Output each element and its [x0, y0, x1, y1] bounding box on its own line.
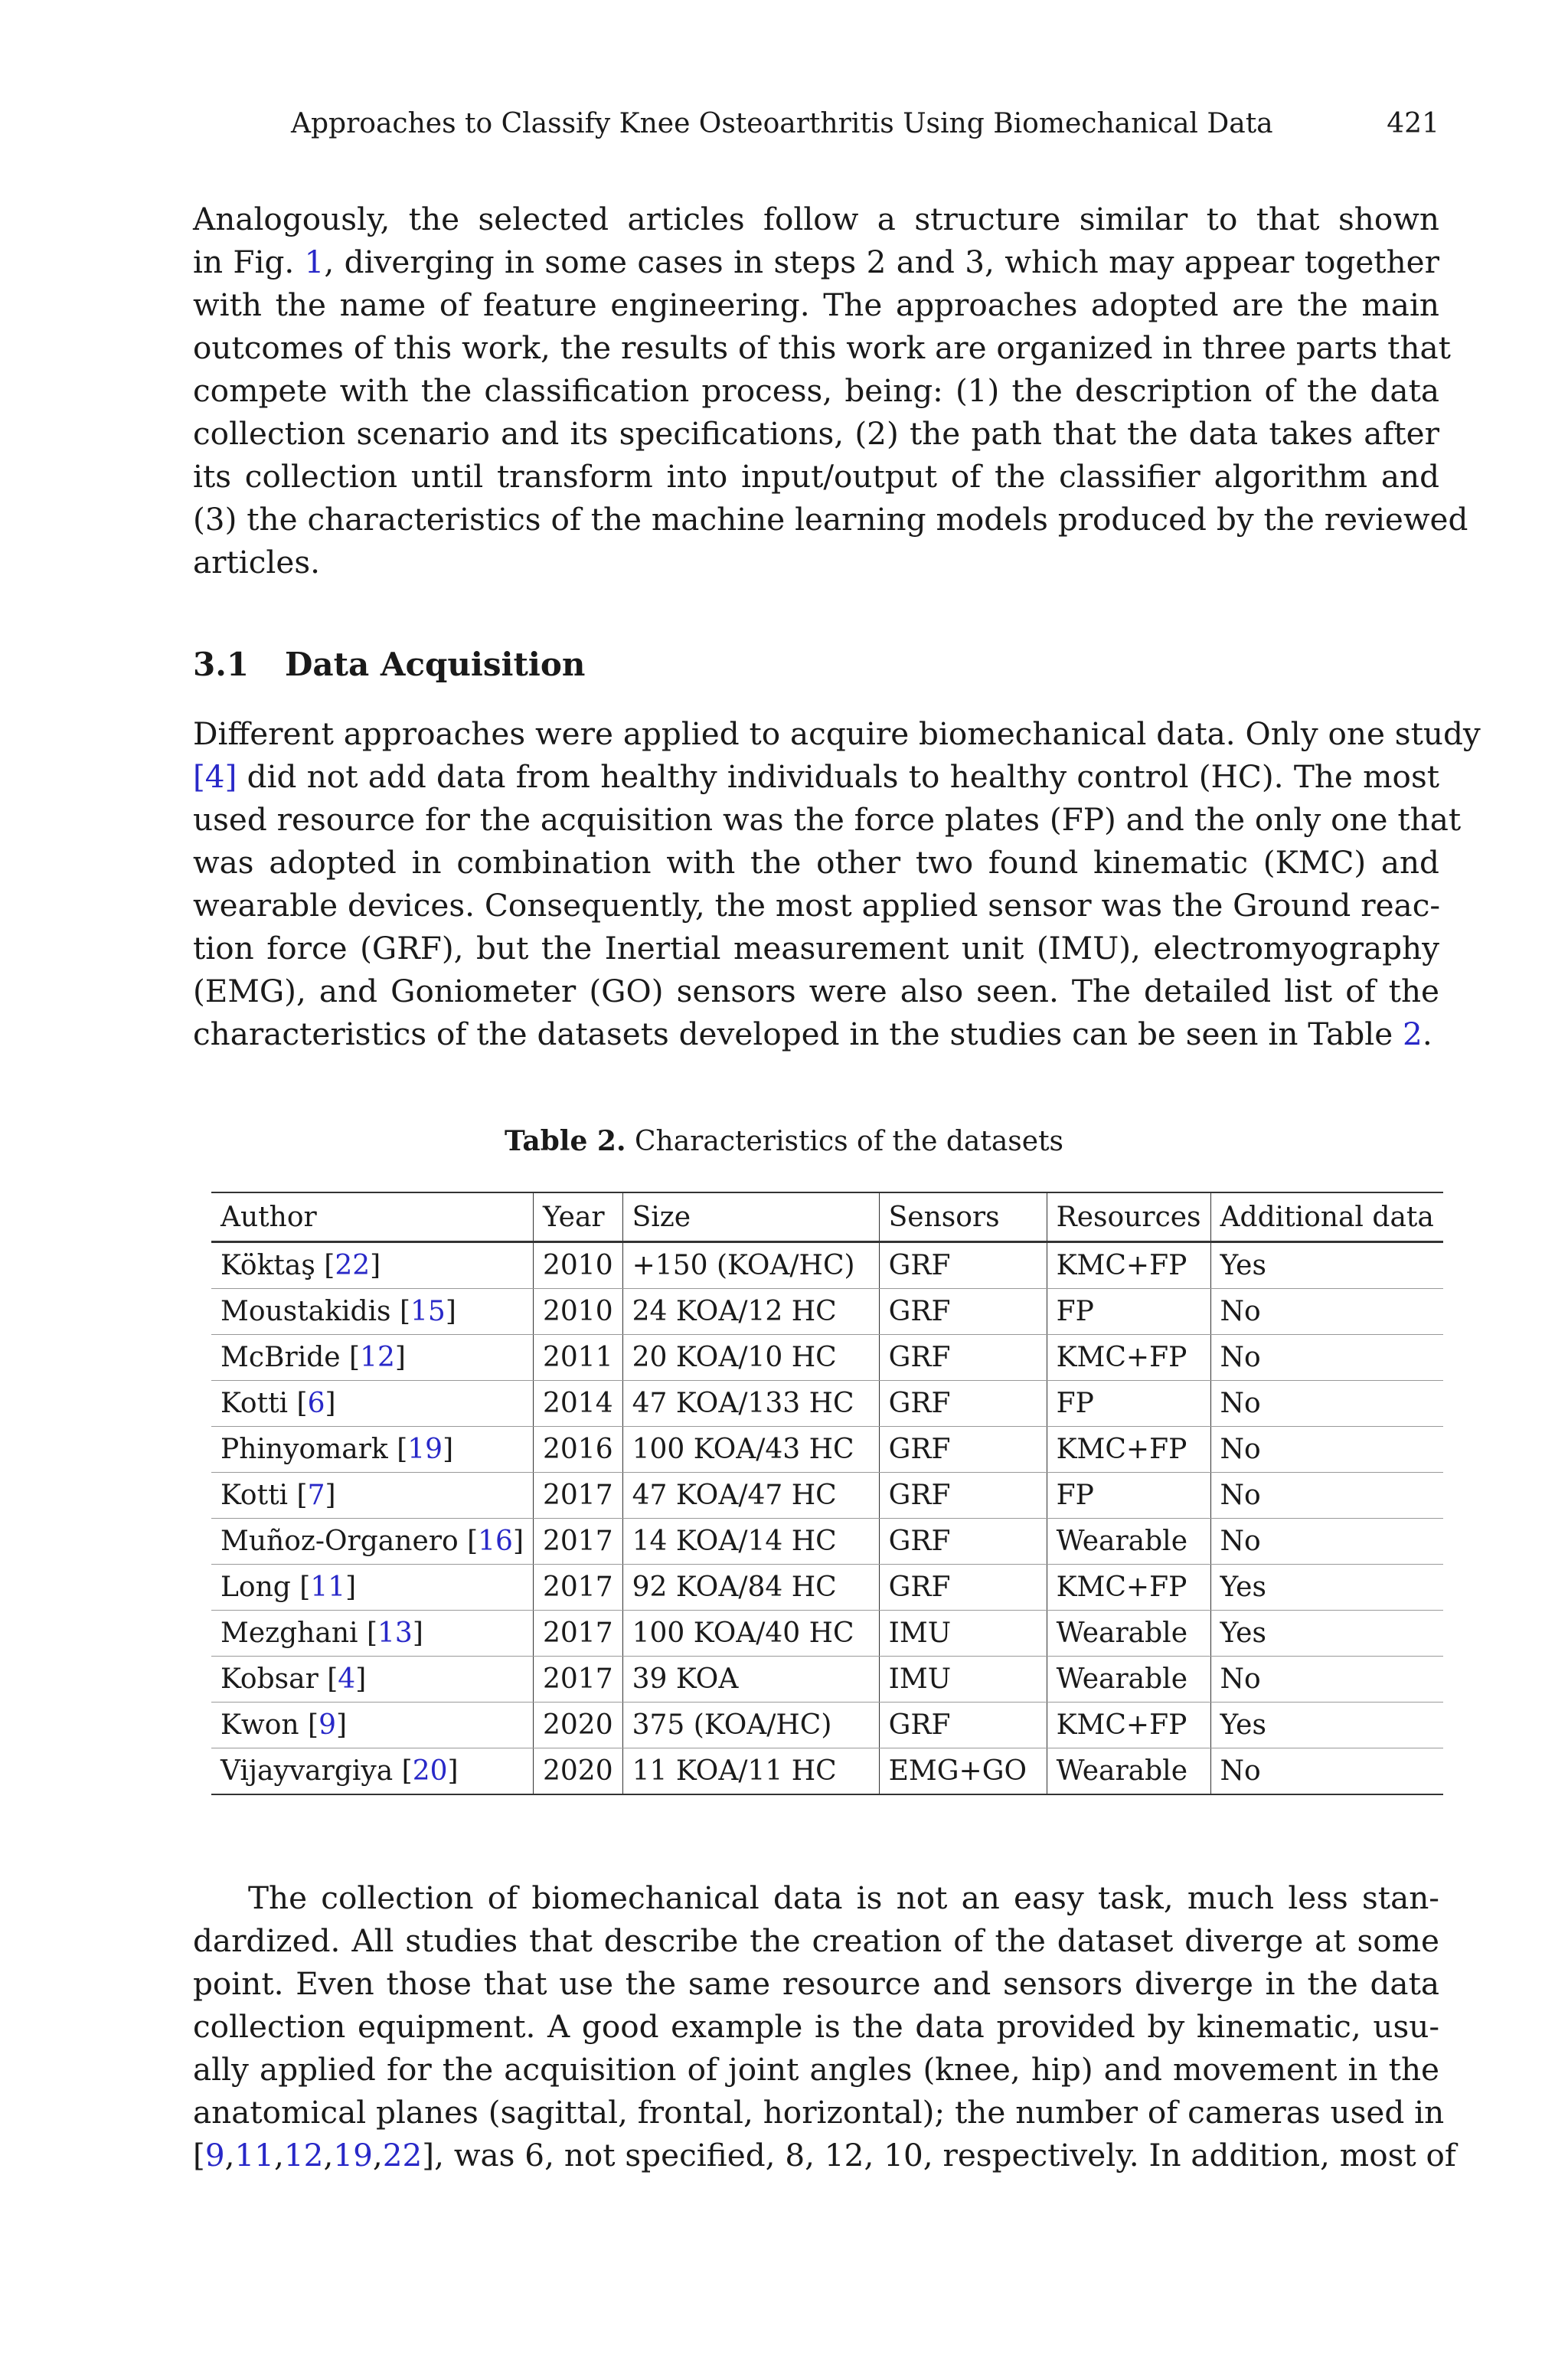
text-run: ally applied for the acquisition of joint angles (knee, hip) and movement in the: [193, 2051, 1439, 2088]
cell-resources: KMC+FP: [1047, 1565, 1210, 1611]
text-run: collection equipment. A good example is the data provided by kinematic, usu-: [193, 2008, 1439, 2045]
cell-sensors: GRF: [879, 1427, 1047, 1473]
citation-link[interactable]: 22: [382, 2137, 423, 2174]
table-row: [211, 1657, 1443, 1703]
text-line: [193, 927, 1439, 970]
text-run: tion force (GRF), but the Inertial measurement unit (IMU), electromyography: [193, 930, 1439, 967]
text-line: [193, 712, 1481, 755]
citation-link[interactable]: 19: [333, 2137, 373, 2174]
text-run: did not add data from healthy individuals to healthy control (HC). The most: [237, 758, 1439, 795]
text-line: [193, 1012, 1439, 1055]
cell-additional: No: [1210, 1335, 1443, 1381]
running-title: Approaches to Classify Knee Osteoarthritis Using Biomechanical Data: [291, 108, 1273, 139]
author-name: Vijayvargiya: [220, 1755, 394, 1787]
cell-resources: FP: [1047, 1289, 1210, 1335]
cell-year: 2017: [534, 1519, 623, 1565]
text-run: ,: [372, 2137, 383, 2174]
cell-sensors: GRF: [879, 1519, 1047, 1565]
table-row: [211, 1427, 1443, 1473]
column-header-year: Year: [534, 1192, 623, 1242]
text-run: wearable devices. Consequently, the most applied sensor was the Ground reac-: [193, 887, 1441, 924]
text-line: [193, 455, 1439, 498]
citation-link[interactable]: 12: [283, 2137, 324, 2174]
text-line: [193, 541, 1439, 584]
citation-link[interactable]: 15: [410, 1296, 446, 1327]
cell-additional: No: [1210, 1381, 1443, 1427]
column-header-resources: Resources: [1047, 1192, 1210, 1242]
citation-link[interactable]: 2: [1403, 1016, 1423, 1052]
text-run: ,: [224, 2137, 235, 2174]
text-run: Analogously, the selected articles follow a structure similar to that shown: [193, 201, 1439, 237]
author-name: Kobsar: [220, 1663, 318, 1695]
cell-sensors: GRF: [879, 1289, 1047, 1335]
citation-link[interactable]: 16: [478, 1526, 513, 1557]
text-run: [: [193, 2137, 205, 2174]
text-run: (EMG), and Goniometer (GO) sensors were also seen. The detailed list of the: [193, 973, 1439, 1009]
citation-link[interactable]: 13: [377, 1617, 413, 1649]
cell-size: +150 (KOA/HC): [622, 1242, 879, 1289]
author-name: McBride: [220, 1342, 341, 1373]
author-name: Long: [220, 1572, 291, 1603]
cell-author: Köktaş [22]: [211, 1242, 534, 1289]
cell-author: Moustakidis [15]: [211, 1289, 534, 1335]
table-row: [211, 1703, 1443, 1748]
text-run: The collection of biomechanical data is not an easy task, much less stan-: [248, 1879, 1439, 1916]
table-row: [211, 1381, 1443, 1427]
author-name: Mezghani: [220, 1617, 358, 1649]
section-heading: [193, 643, 585, 686]
text-run: articles.: [193, 544, 320, 581]
text-run: , diverging in some cases in steps 2 and 3, which may appear together: [324, 244, 1439, 280]
cell-size: 24 KOA/12 HC: [622, 1289, 879, 1335]
cell-additional: No: [1210, 1657, 1443, 1703]
column-header-sensors: Sensors: [879, 1192, 1047, 1242]
cell-sensors: GRF: [879, 1242, 1047, 1289]
cell-year: 2011: [534, 1335, 623, 1381]
author-name: Kwon: [220, 1709, 299, 1741]
cell-year: 2017: [534, 1657, 623, 1703]
paragraph-data-acquisition: [193, 712, 1481, 1055]
text-run: was adopted in combination with the other two found kinematic (KMC) and: [193, 844, 1439, 881]
table-row: [211, 1335, 1443, 1381]
cell-sensors: GRF: [879, 1703, 1047, 1748]
cell-author: Phinyomark [19]: [211, 1427, 534, 1473]
table-header-row: [211, 1192, 1443, 1242]
cell-sensors: IMU: [879, 1657, 1047, 1703]
cell-size: 14 KOA/14 HC: [622, 1519, 879, 1565]
cell-sensors: EMG+GO: [879, 1748, 1047, 1795]
text-line: [193, 798, 1462, 841]
cell-year: 2010: [534, 1289, 623, 1335]
cell-resources: KMC+FP: [1047, 1427, 1210, 1473]
citation-link[interactable]: 6: [307, 1388, 325, 1419]
cell-size: 47 KOA/133 HC: [622, 1381, 879, 1427]
table-row: [211, 1519, 1443, 1565]
text-run: Different approaches were applied to acquire biomechanical data. Only one study: [193, 715, 1481, 752]
page-number: 421: [1387, 108, 1439, 139]
text-line: [193, 884, 1439, 927]
text-run: .: [1422, 1016, 1432, 1052]
cell-author: Kotti [7]: [211, 1473, 534, 1519]
text-line: [193, 283, 1439, 326]
text-run: compete with the classification process, being: (1) the description of the data: [193, 372, 1439, 409]
author-name: Moustakidis: [220, 1296, 391, 1327]
text-run: dardized. All studies that describe the creation of the dataset diverge at some: [193, 1922, 1439, 1959]
text-line: [193, 970, 1439, 1012]
table-row: [211, 1565, 1443, 1611]
cell-resources: FP: [1047, 1473, 1210, 1519]
table-body: [211, 1242, 1443, 1795]
text-line: [193, 498, 1468, 541]
author-name: Kotti: [220, 1480, 289, 1511]
datasets-table: [211, 1192, 1443, 1795]
author-name: Kotti: [220, 1388, 289, 1419]
cell-size: 20 KOA/10 HC: [622, 1335, 879, 1381]
text-line: [193, 1919, 1439, 1962]
cell-additional: Yes: [1210, 1565, 1443, 1611]
citation-link[interactable]: 4: [338, 1663, 356, 1695]
cell-author: McBride [12]: [211, 1335, 534, 1381]
citation-link[interactable]: 9: [204, 2137, 225, 2174]
table-row: [211, 1473, 1443, 1519]
author-name: Muñoz-Organero: [220, 1526, 459, 1557]
cell-year: 2017: [534, 1473, 623, 1519]
cell-year: 2014: [534, 1381, 623, 1427]
cell-size: 47 KOA/47 HC: [622, 1473, 879, 1519]
cell-resources: FP: [1047, 1381, 1210, 1427]
cell-year: 2017: [534, 1611, 623, 1657]
running-header: [291, 106, 1439, 142]
cell-additional: No: [1210, 1519, 1443, 1565]
text-line: [193, 369, 1439, 412]
citation-link[interactable]: 11: [234, 2137, 275, 2174]
text-line: [193, 2048, 1439, 2091]
table-row: [211, 1611, 1443, 1657]
text-line: [193, 2005, 1439, 2048]
text-run: point. Even those that use the same resource and sensors diverge in the data: [193, 1965, 1439, 2002]
cell-additional: No: [1210, 1289, 1443, 1335]
text-line: [193, 198, 1439, 240]
text-run: used resource for the acquisition was the force plates (FP) and the only one that: [193, 801, 1462, 838]
table-row: [211, 1242, 1443, 1289]
cell-resources: KMC+FP: [1047, 1335, 1210, 1381]
text-line: [193, 841, 1439, 884]
citation-link[interactable]: 19: [407, 1434, 443, 1465]
citation-link[interactable]: [4]: [193, 758, 237, 795]
cell-additional: No: [1210, 1748, 1443, 1795]
text-run: anatomical planes (sagittal, frontal, horizontal); the number of cameras used in: [193, 2094, 1445, 2131]
cell-author: Kotti [6]: [211, 1381, 534, 1427]
text-run: characteristics of the datasets developed in the studies can be seen in Table: [193, 1016, 1403, 1052]
cell-additional: Yes: [1210, 1703, 1443, 1748]
text-line: [193, 2091, 1445, 2134]
cell-size: 11 KOA/11 HC: [622, 1748, 879, 1795]
cell-resources: Wearable: [1047, 1519, 1210, 1565]
column-header-size: Size: [622, 1192, 879, 1242]
cell-year: 2010: [534, 1242, 623, 1289]
cell-size: 100 KOA/40 HC: [622, 1611, 879, 1657]
cell-author: Muñoz-Organero [16]: [211, 1519, 534, 1565]
cell-resources: KMC+FP: [1047, 1703, 1210, 1748]
text-run: collection scenario and its specifications, (2) the path that the data takes after: [193, 415, 1439, 452]
text-line: [193, 1876, 1439, 1919]
cell-size: 375 (KOA/HC): [622, 1703, 879, 1748]
cell-size: 39 KOA: [622, 1657, 879, 1703]
citation-link[interactable]: 1: [304, 244, 325, 280]
cell-additional: Yes: [1210, 1242, 1443, 1289]
cell-author: Long [11]: [211, 1565, 534, 1611]
citation-link[interactable]: 9: [318, 1709, 336, 1741]
cell-year: 2020: [534, 1748, 623, 1795]
author-name: Phinyomark: [220, 1434, 388, 1465]
cell-resources: KMC+FP: [1047, 1242, 1210, 1289]
cell-resources: Wearable: [1047, 1748, 1210, 1795]
cell-author: Kwon [9]: [211, 1703, 534, 1748]
cell-year: 2017: [534, 1565, 623, 1611]
text-line: [193, 2134, 1456, 2177]
paragraph-intro: [193, 198, 1468, 584]
table-row: [211, 1748, 1443, 1795]
cell-author: Mezghani [13]: [211, 1611, 534, 1657]
text-run: ,: [274, 2137, 284, 2174]
text-line: [193, 755, 1439, 798]
citation-link[interactable]: 12: [360, 1342, 395, 1373]
text-run: (3) the characteristics of the machine learning models produced by the reviewed: [193, 501, 1468, 538]
text-run: ], was 6, not specified, 8, 12, 10, respectively. In addition, most of: [422, 2137, 1456, 2174]
cell-sensors: GRF: [879, 1473, 1047, 1519]
table-caption-text: Characteristics of the datasets: [634, 1126, 1064, 1157]
text-run: with the name of feature engineering. The approaches adopted are the main: [193, 286, 1439, 323]
table-caption: [0, 1123, 1568, 1160]
cell-sensors: GRF: [879, 1565, 1047, 1611]
cell-sensors: GRF: [879, 1381, 1047, 1427]
cell-author: Vijayvargiya [20]: [211, 1748, 534, 1795]
citation-link[interactable]: 7: [307, 1480, 325, 1511]
cell-resources: Wearable: [1047, 1657, 1210, 1703]
text-line: [193, 240, 1439, 283]
cell-additional: No: [1210, 1473, 1443, 1519]
cell-resources: Wearable: [1047, 1611, 1210, 1657]
text-line: [193, 326, 1451, 369]
table-caption-label: Table 2.: [504, 1125, 626, 1157]
text-line: [193, 1962, 1439, 2005]
citation-link[interactable]: 20: [412, 1755, 448, 1787]
text-run: its collection until transform into input/output of the classifier algorithm and: [193, 458, 1439, 495]
text-run: ,: [323, 2137, 334, 2174]
citation-link[interactable]: 22: [335, 1250, 371, 1281]
cell-sensors: GRF: [879, 1335, 1047, 1381]
cell-size: 100 KOA/43 HC: [622, 1427, 879, 1473]
column-header-additional-data: Additional data: [1210, 1192, 1443, 1242]
cell-year: 2016: [534, 1427, 623, 1473]
author-name: Köktaş: [220, 1250, 315, 1281]
column-header-author: Author: [211, 1192, 534, 1242]
cell-sensors: IMU: [879, 1611, 1047, 1657]
text-line: [193, 412, 1439, 455]
cell-additional: No: [1210, 1427, 1443, 1473]
table-row: [211, 1289, 1443, 1335]
text-run: outcomes of this work, the results of this work are organized in three parts that: [193, 329, 1451, 366]
section-title: Data Acquisition: [285, 646, 586, 683]
section-number: 3.1: [193, 646, 250, 683]
text-run: in Fig.: [193, 244, 305, 280]
cell-additional: Yes: [1210, 1611, 1443, 1657]
paragraph-collection: [193, 1876, 1456, 2177]
cell-year: 2020: [534, 1703, 623, 1748]
cell-size: 92 KOA/84 HC: [622, 1565, 879, 1611]
cell-author: Kobsar [4]: [211, 1657, 534, 1703]
citation-link[interactable]: 11: [310, 1572, 346, 1603]
